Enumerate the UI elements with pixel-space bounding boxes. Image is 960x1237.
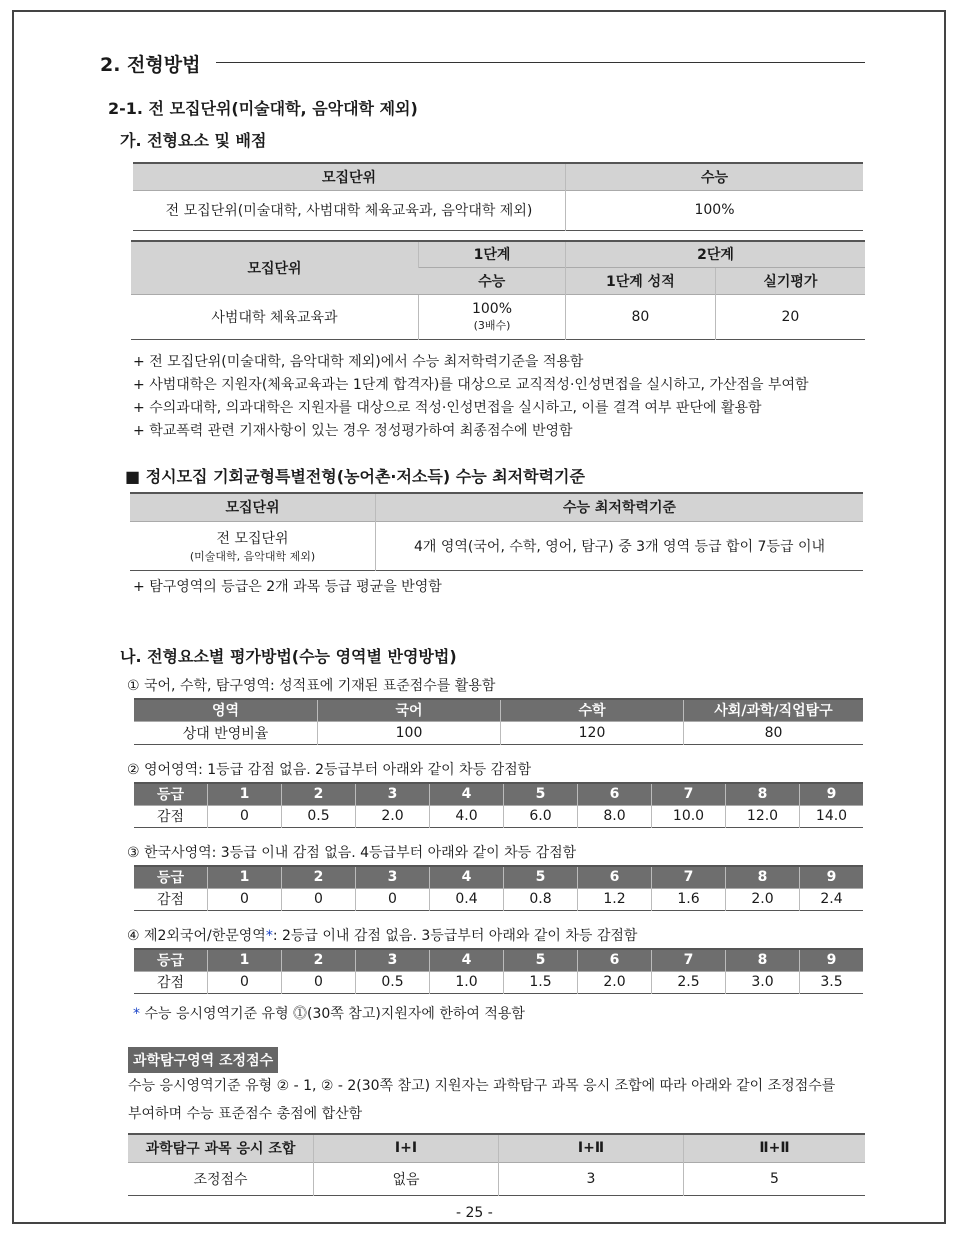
cell: 0.5 xyxy=(282,805,356,827)
cell: 0 xyxy=(208,971,282,993)
cell: 감점 xyxy=(134,805,208,827)
header-cell: 수능 xyxy=(566,163,864,190)
subheading-na: 나. 전형요소별 평가방법(수능 영역별 반영방법) xyxy=(120,647,457,666)
section-heading: 2. 전형방법 xyxy=(100,54,201,76)
header-cell: 4 xyxy=(430,866,504,888)
header-cell: 1단계 xyxy=(419,241,566,267)
cell: 전 모집단위(미술대학, 사범대학 체육교육과, 음악대학 제외) xyxy=(133,190,566,230)
note-item xyxy=(133,374,809,394)
cell: 0 xyxy=(282,971,356,993)
t4-grid xyxy=(134,698,863,745)
cell: 80 xyxy=(684,721,864,744)
cell: 없음 xyxy=(314,1162,499,1195)
cell: 0 xyxy=(208,805,282,827)
header-cell: 8 xyxy=(726,866,800,888)
header-cell: 등급 xyxy=(134,783,208,805)
note-text: 학교폭력 관련 기재사항이 있는 경우 정성평가하여 최종점수에 반영함 xyxy=(149,423,573,439)
header-cell: 영역 xyxy=(134,699,318,721)
note-item xyxy=(133,351,583,371)
cell: 0 xyxy=(208,888,282,910)
cell: 0.5 xyxy=(356,971,430,993)
header-cell: 5 xyxy=(504,949,578,971)
cell: 5 xyxy=(684,1162,866,1195)
cell: 4.0 xyxy=(430,805,504,827)
plus-icon: + xyxy=(133,579,145,595)
note-item xyxy=(133,397,762,417)
note-text: 사범대학은 지원자(체육교육과는 1단계 합격자)를 대상으로 교직적성·인성면접을 실시하고, 가산점을 부여함 xyxy=(149,377,809,393)
header-cell: 3 xyxy=(356,949,430,971)
header-cell: Ⅰ+Ⅰ xyxy=(314,1134,499,1162)
asterisk: * xyxy=(265,928,273,944)
header-cell: 6 xyxy=(578,866,652,888)
header-cell: 1 xyxy=(208,783,282,805)
cell: 0 xyxy=(282,888,356,910)
header-cell: 수능 최저학력기준 xyxy=(376,493,864,521)
header-cell: 과학탐구 과목 응시 조합 xyxy=(128,1134,314,1162)
note-text: 수의과대학, 의과대학은 지원자를 대상으로 적성·인성면접을 실시하고, 이를 결격 여부 판단에 활용함 xyxy=(149,400,762,416)
cell: 10.0 xyxy=(652,805,726,827)
header-cell: 9 xyxy=(800,866,864,888)
t6-grid xyxy=(134,865,863,911)
header-cell: 2단계 xyxy=(566,241,866,267)
cell: 12.0 xyxy=(726,805,800,827)
plus-icon: + xyxy=(133,377,145,393)
cell: 20 xyxy=(715,294,865,339)
cell: 4개 영역(국어, 수학, 영어, 탐구) 중 3개 영역 등급 합이 7등급 이내 xyxy=(376,521,864,570)
table-stages xyxy=(131,240,865,340)
paragraph-line: 부여하며 수능 표준점수 총점에 합산함 xyxy=(128,1106,363,1122)
t7-grid xyxy=(134,948,863,994)
cell-value: 100% xyxy=(471,300,513,317)
header-cell: 5 xyxy=(504,866,578,888)
header-cell: 모집단위 xyxy=(130,493,376,521)
header-cell: 1 xyxy=(208,949,282,971)
t5-grid xyxy=(134,782,863,828)
header-cell: 7 xyxy=(652,783,726,805)
header-cell: 등급 xyxy=(134,949,208,971)
cell: 감점 xyxy=(134,888,208,910)
heading-rule xyxy=(216,62,865,63)
note-text: 탐구영역의 등급은 2개 과목 등급 평균을 반영함 xyxy=(149,579,442,595)
subheading-ga: 가. 전형요소 및 배점 xyxy=(120,131,267,150)
cell: 6.0 xyxy=(504,805,578,827)
table-min-criteria xyxy=(130,492,863,571)
cell: 1.5 xyxy=(504,971,578,993)
cell-sub: (3배수) xyxy=(473,318,511,332)
cell: 0.8 xyxy=(504,888,578,910)
cell: 8.0 xyxy=(578,805,652,827)
header-cell: Ⅰ+Ⅱ xyxy=(499,1134,684,1162)
item-1: ① 국어, 수학, 탐구영역: 성적표에 기재된 표준점수를 활용함 xyxy=(127,678,496,694)
cell: 사범대학 체육교육과 xyxy=(131,294,419,339)
note xyxy=(133,576,442,596)
header-cell: 모집단위 xyxy=(133,163,566,190)
cell: 0.4 xyxy=(430,888,504,910)
header-cell: 9 xyxy=(800,949,864,971)
item-4 xyxy=(127,925,637,945)
cell: 상대 반영비율 xyxy=(134,721,318,744)
cell: 3.0 xyxy=(726,971,800,993)
header-cell: 6 xyxy=(578,783,652,805)
plus-icon: + xyxy=(133,423,145,439)
t8-grid xyxy=(128,1133,865,1196)
note-text: 전 모집단위(미술대학, 음악대학 제외)에서 수능 최저학력기준을 적용함 xyxy=(149,354,584,370)
square-bullet-icon: ■ xyxy=(125,467,146,486)
header-cell: 2 xyxy=(282,866,356,888)
footnote-text: 수능 응시영역기준 유형 ⓵(30쪽 참고)지원자에 한하여 적용함 xyxy=(144,1006,525,1022)
item-3: ③ 한국사영역: 3등급 이내 감점 없음. 4등급부터 아래와 같이 차등 감점함 xyxy=(127,845,577,861)
header-cell: 3 xyxy=(356,783,430,805)
cell: 3.5 xyxy=(800,971,864,993)
header-cell: 1단계 성적 xyxy=(566,267,716,294)
header-cell: Ⅱ+Ⅱ xyxy=(684,1134,866,1162)
paragraph-line: 수능 응시영역기준 유형 ② - 1, ② - 2(30쪽 참고) 지원자는 과학탐구 과목 응시 조합에 따라 아래와 같이 조정점수를 xyxy=(128,1078,836,1094)
item-text: ④ 제2외국어/한문영역 xyxy=(127,928,266,944)
cell: 조정점수 xyxy=(128,1162,314,1195)
header-cell: 7 xyxy=(652,949,726,971)
plus-icon: + xyxy=(133,400,145,416)
cell: 1.6 xyxy=(652,888,726,910)
header-cell: 실기평가 xyxy=(715,267,865,294)
cell: 2.0 xyxy=(726,888,800,910)
header-cell: 8 xyxy=(726,783,800,805)
header-cell: 7 xyxy=(652,866,726,888)
cell: 2.4 xyxy=(800,888,864,910)
header-cell: 8 xyxy=(726,949,800,971)
header-cell: 9 xyxy=(800,783,864,805)
cell: 1.2 xyxy=(578,888,652,910)
cell: 1.0 xyxy=(430,971,504,993)
cell: 100% xyxy=(566,190,864,230)
table-elements xyxy=(133,162,863,231)
cell: 2.0 xyxy=(356,805,430,827)
cell xyxy=(419,294,566,339)
header-cell: 6 xyxy=(578,949,652,971)
item-text: : 2등급 이내 감점 없음. 3등급부터 아래와 같이 차등 감점함 xyxy=(272,928,638,944)
cell: 0 xyxy=(356,888,430,910)
cell: 2.0 xyxy=(578,971,652,993)
footnote xyxy=(133,1003,525,1023)
header-cell: 국어 xyxy=(318,699,501,721)
header-cell: 4 xyxy=(430,949,504,971)
header-cell: 3 xyxy=(356,866,430,888)
cell: 2.5 xyxy=(652,971,726,993)
cell: 감점 xyxy=(134,971,208,993)
asterisk: * xyxy=(133,1006,140,1022)
note-item xyxy=(133,420,573,440)
cell: 14.0 xyxy=(800,805,864,827)
header-cell: 2 xyxy=(282,949,356,971)
science-adjust-tag: 과학탐구영역 조정점수 xyxy=(128,1047,278,1073)
header-cell: 1 xyxy=(208,866,282,888)
header-cell: 수능 xyxy=(419,267,566,294)
header-cell: 5 xyxy=(504,783,578,805)
cell: 100 xyxy=(318,721,501,744)
header-cell: 모집단위 xyxy=(131,241,419,294)
cell: 120 xyxy=(501,721,684,744)
header-cell: 사회/과학/직업탐구 xyxy=(684,699,864,721)
heading-text: 정시모집 기회균형특별전형(농어촌·저소득) 수능 최저학력기준 xyxy=(145,467,585,486)
cell: 3 xyxy=(499,1162,684,1195)
subsection-heading: 2-1. 전 모집단위(미술대학, 음악대학 제외) xyxy=(108,99,418,118)
cell-sub: (미술대학, 음악대학 제외) xyxy=(189,549,316,563)
header-cell: 4 xyxy=(430,783,504,805)
plus-icon: + xyxy=(133,354,145,370)
cell xyxy=(130,521,376,570)
item-2: ② 영어영역: 1등급 감점 없음. 2등급부터 아래와 같이 차등 감점함 xyxy=(127,762,532,778)
header-cell: 2 xyxy=(282,783,356,805)
min-criteria-heading xyxy=(125,464,585,487)
header-cell: 등급 xyxy=(134,866,208,888)
page-number: - 25 - xyxy=(456,1205,493,1221)
header-cell: 수학 xyxy=(501,699,684,721)
cell: 80 xyxy=(566,294,716,339)
cell-value: 전 모집단위 xyxy=(216,530,289,547)
